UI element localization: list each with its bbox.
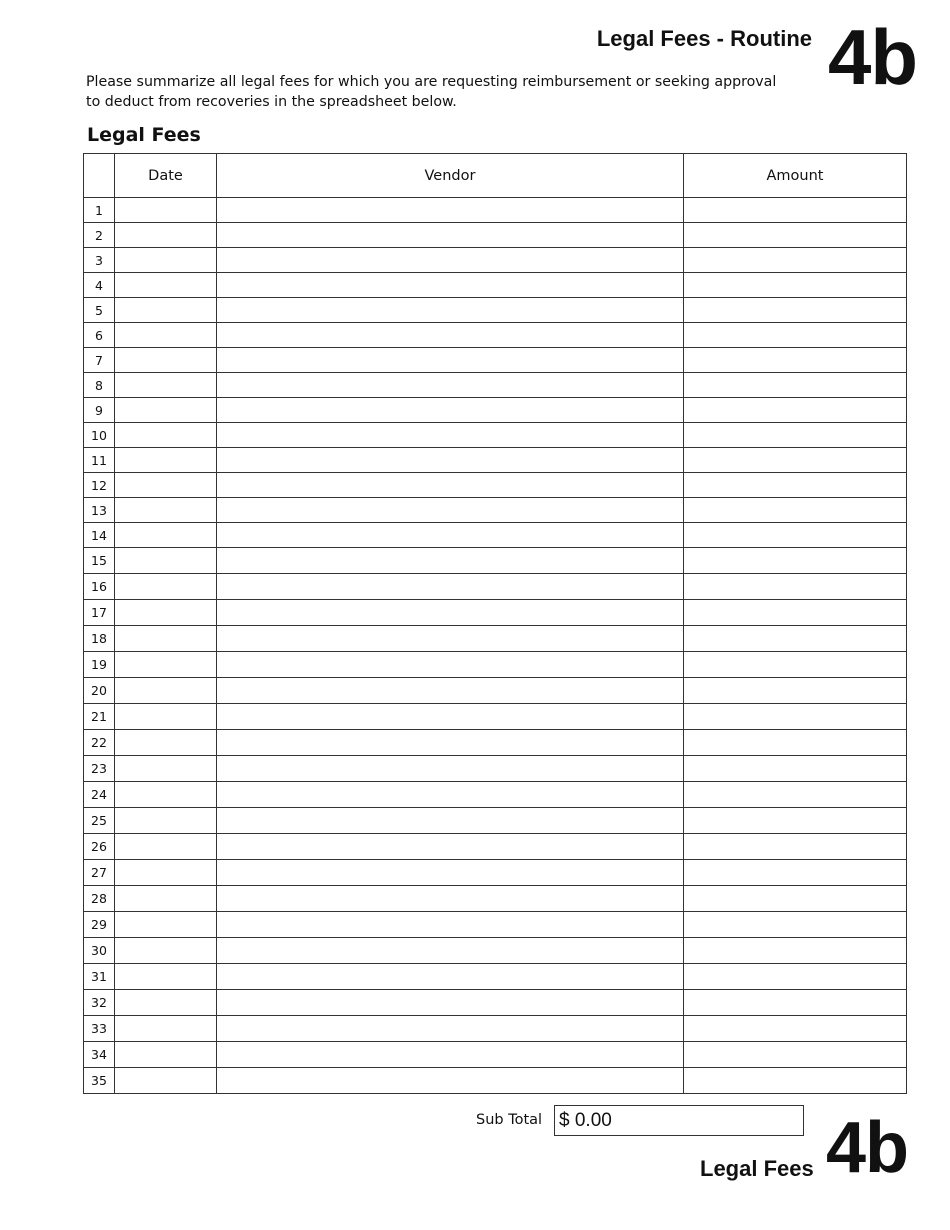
amount-cell[interactable] (684, 600, 907, 626)
date-cell[interactable] (115, 704, 217, 730)
date-cell[interactable] (115, 348, 217, 373)
vendor-cell[interactable] (217, 423, 684, 448)
row-number-cell: 34 (84, 1042, 115, 1068)
amount-cell[interactable] (684, 523, 907, 548)
table-row (84, 730, 907, 756)
table-row (84, 423, 907, 448)
amount-cell[interactable] (684, 298, 907, 323)
table-row (84, 398, 907, 423)
vendor-cell[interactable] (217, 574, 684, 600)
row-number-cell: 7 (84, 348, 115, 373)
date-cell[interactable] (115, 600, 217, 626)
row-number-cell: 10 (84, 423, 115, 448)
vendor-cell[interactable] (217, 756, 684, 782)
date-cell[interactable] (115, 448, 217, 473)
amount-cell[interactable] (684, 678, 907, 704)
row-number-cell: 12 (84, 473, 115, 498)
date-cell[interactable] (115, 626, 217, 652)
table-row (84, 1042, 907, 1068)
amount-cell[interactable] (684, 548, 907, 574)
table-row (84, 198, 907, 223)
table-row (84, 834, 907, 860)
table-row (84, 990, 907, 1016)
date-cell[interactable] (115, 990, 217, 1016)
vendor-cell[interactable] (217, 808, 684, 834)
table-row (84, 652, 907, 678)
table-row (84, 886, 907, 912)
form-number-badge: 4b (828, 13, 918, 101)
row-number-cell: 25 (84, 808, 115, 834)
date-cell[interactable] (115, 834, 217, 860)
row-number-cell: 5 (84, 298, 115, 323)
vendor-cell[interactable] (217, 323, 684, 348)
footer-title: Legal Fees (700, 1156, 814, 1181)
instructions (86, 72, 786, 112)
vendor-cell[interactable] (217, 1016, 684, 1042)
date-cell[interactable] (115, 808, 217, 834)
table-row (84, 704, 907, 730)
table-row (84, 912, 907, 938)
row-number-cell: 33 (84, 1016, 115, 1042)
row-number-cell: 23 (84, 756, 115, 782)
amount-cell[interactable] (684, 223, 907, 248)
vendor-cell[interactable] (217, 448, 684, 473)
amount-cell[interactable] (684, 473, 907, 498)
legal-fees-table (83, 153, 907, 1094)
table-row (84, 626, 907, 652)
date-cell[interactable] (115, 548, 217, 574)
date-cell[interactable] (115, 398, 217, 423)
table-header-row (84, 154, 907, 198)
date-cell[interactable] (115, 473, 217, 498)
date-cell[interactable] (115, 678, 217, 704)
amount-cell[interactable] (684, 498, 907, 523)
amount-cell[interactable] (684, 782, 907, 808)
amount-cell[interactable] (684, 704, 907, 730)
row-number-cell: 8 (84, 373, 115, 398)
table-row (84, 1016, 907, 1042)
amount-cell[interactable] (684, 574, 907, 600)
row-number-cell: 6 (84, 323, 115, 348)
amount-cell[interactable] (684, 423, 907, 448)
amount-cell[interactable] (684, 248, 907, 273)
date-cell[interactable] (115, 1016, 217, 1042)
table-row (84, 964, 907, 990)
date-cell[interactable] (115, 323, 217, 348)
table-row (84, 373, 907, 398)
vendor-cell[interactable] (217, 348, 684, 373)
amount-cell[interactable] (684, 938, 907, 964)
row-number-cell: 16 (84, 574, 115, 600)
date-cell[interactable] (115, 273, 217, 298)
form-title: Legal Fees - Routine (596, 26, 812, 51)
date-cell[interactable] (115, 652, 217, 678)
vendor-cell[interactable] (217, 1068, 684, 1094)
date-cell[interactable] (115, 938, 217, 964)
table-row (84, 938, 907, 964)
table-row (84, 473, 907, 498)
row-number-cell: 31 (84, 964, 115, 990)
vendor-cell[interactable] (217, 298, 684, 323)
table-row (84, 273, 907, 298)
vendor-cell[interactable] (217, 1042, 684, 1068)
amount-cell[interactable] (684, 886, 907, 912)
subtotal-field[interactable]: $ 0.00 (554, 1105, 804, 1136)
vendor-cell[interactable] (217, 704, 684, 730)
table-row (84, 574, 907, 600)
row-number-cell: 14 (84, 523, 115, 548)
vendor-cell[interactable] (217, 398, 684, 423)
date-cell[interactable] (115, 1068, 217, 1094)
vendor-cell[interactable] (217, 990, 684, 1016)
amount-cell[interactable] (684, 398, 907, 423)
date-cell[interactable] (115, 574, 217, 600)
vendor-cell[interactable] (217, 782, 684, 808)
vendor-cell[interactable] (217, 373, 684, 398)
row-number-cell: 22 (84, 730, 115, 756)
row-number-cell: 2 (84, 223, 115, 248)
amount-cell[interactable] (684, 373, 907, 398)
date-cell[interactable] (115, 782, 217, 808)
amount-cell[interactable] (684, 348, 907, 373)
row-number-cell: 9 (84, 398, 115, 423)
vendor-cell[interactable] (217, 964, 684, 990)
table-row (84, 782, 907, 808)
row-number-cell: 28 (84, 886, 115, 912)
row-number-cell: 26 (84, 834, 115, 860)
date-cell[interactable] (115, 1042, 217, 1068)
amount-cell[interactable] (684, 730, 907, 756)
row-number-cell: 11 (84, 448, 115, 473)
date-cell[interactable] (115, 198, 217, 223)
date-cell[interactable] (115, 498, 217, 523)
amount-cell[interactable] (684, 323, 907, 348)
vendor-cell[interactable] (217, 600, 684, 626)
row-number-cell: 18 (84, 626, 115, 652)
row-number-cell: 19 (84, 652, 115, 678)
amount-cell[interactable] (684, 1042, 907, 1068)
vendor-cell[interactable] (217, 886, 684, 912)
amount-cell[interactable] (684, 198, 907, 223)
row-number-header (84, 154, 115, 198)
vendor-cell[interactable] (217, 626, 684, 652)
vendor-column-header: Vendor (217, 154, 684, 198)
table-row (84, 348, 907, 373)
amount-cell[interactable] (684, 990, 907, 1016)
date-cell[interactable] (115, 298, 217, 323)
table-row (84, 298, 907, 323)
table-row (84, 600, 907, 626)
row-number-cell: 13 (84, 498, 115, 523)
amount-cell[interactable] (684, 860, 907, 886)
date-cell[interactable] (115, 523, 217, 548)
row-number-cell: 4 (84, 273, 115, 298)
row-number-cell: 20 (84, 678, 115, 704)
table-row (84, 448, 907, 473)
row-number-cell: 29 (84, 912, 115, 938)
vendor-cell[interactable] (217, 860, 684, 886)
amount-cell[interactable] (684, 652, 907, 678)
amount-cell[interactable] (684, 756, 907, 782)
footer-number-badge: 4b (826, 1108, 909, 1188)
table-row (84, 323, 907, 348)
table-row (84, 548, 907, 574)
date-cell[interactable] (115, 373, 217, 398)
amount-cell[interactable] (684, 626, 907, 652)
amount-cell[interactable] (684, 964, 907, 990)
row-number-cell: 35 (84, 1068, 115, 1094)
table-row (84, 1068, 907, 1094)
amount-cell[interactable] (684, 273, 907, 298)
date-cell[interactable] (115, 964, 217, 990)
table-row (84, 498, 907, 523)
vendor-cell[interactable] (217, 938, 684, 964)
date-cell[interactable] (115, 886, 217, 912)
vendor-cell[interactable] (217, 834, 684, 860)
vendor-cell[interactable] (217, 523, 684, 548)
vendor-cell[interactable] (217, 248, 684, 273)
table-row (84, 223, 907, 248)
amount-cell[interactable] (684, 808, 907, 834)
table-row (84, 523, 907, 548)
vendor-cell[interactable] (217, 548, 684, 574)
row-number-cell: 15 (84, 548, 115, 574)
row-number-cell: 17 (84, 600, 115, 626)
table-row (84, 756, 907, 782)
row-number-cell: 21 (84, 704, 115, 730)
table-row (84, 248, 907, 273)
date-cell[interactable] (115, 730, 217, 756)
vendor-cell[interactable] (217, 498, 684, 523)
date-cell[interactable] (115, 912, 217, 938)
date-cell[interactable] (115, 423, 217, 448)
vendor-cell[interactable] (217, 652, 684, 678)
vendor-cell[interactable] (217, 223, 684, 248)
vendor-cell[interactable] (217, 912, 684, 938)
date-cell[interactable] (115, 860, 217, 886)
instructions-line: to deduct from recoveries in the spreadsheet below. (86, 94, 457, 110)
amount-cell[interactable] (684, 1068, 907, 1094)
table-row (84, 678, 907, 704)
instructions-line: Please summarize all legal fees for which you are requesting reimbursement or seeking approval (86, 74, 777, 90)
vendor-cell[interactable] (217, 730, 684, 756)
table-row (84, 860, 907, 886)
vendor-cell[interactable] (217, 678, 684, 704)
amount-cell[interactable] (684, 448, 907, 473)
vendor-cell[interactable] (217, 473, 684, 498)
row-number-cell: 30 (84, 938, 115, 964)
row-number-cell: 27 (84, 860, 115, 886)
vendor-cell[interactable] (217, 273, 684, 298)
section-title: Legal Fees (87, 124, 201, 146)
date-cell[interactable] (115, 756, 217, 782)
subtotal-label: Sub Total (476, 1112, 543, 1128)
amount-cell[interactable] (684, 912, 907, 938)
row-number-cell: 1 (84, 198, 115, 223)
row-number-cell: 32 (84, 990, 115, 1016)
amount-cell[interactable] (684, 834, 907, 860)
vendor-cell[interactable] (217, 198, 684, 223)
date-cell[interactable] (115, 248, 217, 273)
row-number-cell: 24 (84, 782, 115, 808)
date-cell[interactable] (115, 223, 217, 248)
amount-column-header: Amount (684, 154, 907, 198)
row-number-cell: 3 (84, 248, 115, 273)
amount-cell[interactable] (684, 1016, 907, 1042)
table-row (84, 808, 907, 834)
date-column-header: Date (115, 154, 217, 198)
